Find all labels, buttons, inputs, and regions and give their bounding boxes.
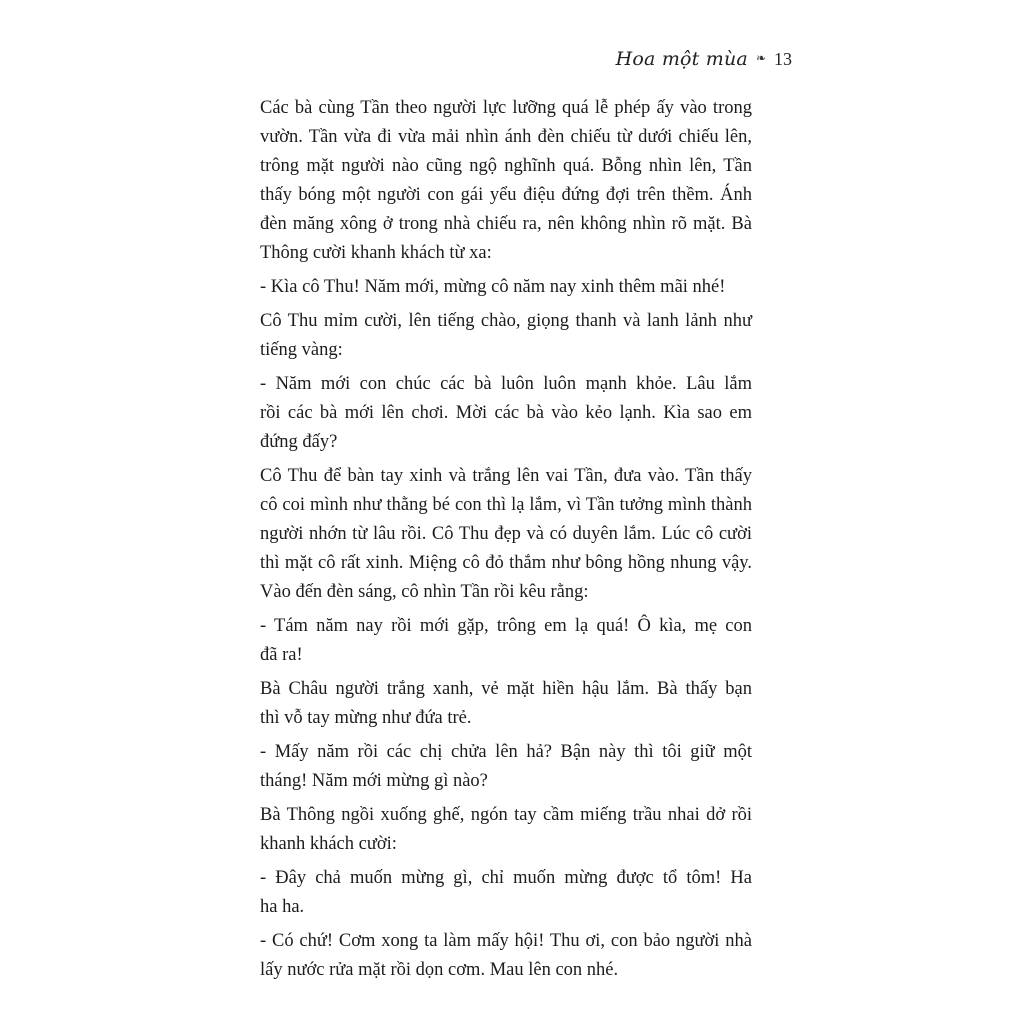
text-line: lấy nước rửa mặt rồi dọn cơm. Mau lên con nhé. [260, 960, 619, 980]
text-line: cô coi mình như thằng bé con thì lạ lắm, vì Tần tưởng mình thành [260, 495, 752, 515]
text-line: khanh khách cười: [260, 834, 397, 854]
text-line: - Có chứ! Cơm xong ta làm mấy hội! Thu ơi, con bảo người nhà [260, 931, 752, 951]
text-line: người nhớn từ lâu rồi. Cô Thu đẹp và có duyên lắm. Lúc cô cười [260, 524, 752, 544]
paragraph [232, 370, 752, 457]
paragraph [232, 738, 752, 796]
paragraph [232, 94, 752, 268]
text-line: Vào đến đèn sáng, cô nhìn Tần rồi kêu rằng: [260, 582, 589, 602]
text-line: - Năm mới con chúc các bà luôn luôn mạnh khỏe. Lâu lắm [260, 374, 752, 394]
body-text [232, 94, 752, 990]
paragraph [232, 927, 752, 985]
text-line: - Tám năm nay rồi mới gặp, trông em lạ quá! Ô kìa, mẹ con [260, 616, 752, 636]
paragraph [232, 864, 752, 922]
text-line: vườn. Tần vừa đi vừa mải nhìn ánh đèn chiếu từ dưới chiếu lên, [260, 127, 752, 147]
paragraph [232, 612, 752, 670]
page-number: 13 [774, 48, 792, 69]
text-line: Cô Thu để bàn tay xinh và trắng lên vai Tần, đưa vào. Tần thấy [260, 466, 752, 486]
text-line: tiếng vàng: [260, 340, 343, 360]
paragraph [232, 273, 752, 302]
text-line: rồi các bà mới lên chơi. Mời các bà vào kẻo lạnh. Kìa sao em [260, 403, 752, 423]
paragraph [232, 675, 752, 733]
text-line: đèn măng xông ở trong nhà chiếu ra, nên không nhìn rõ mặt. Bà [260, 214, 752, 234]
text-line: Cô Thu mỉm cười, lên tiếng chào, giọng thanh và lanh lảnh như [260, 311, 752, 331]
text-line: - Đây chả muốn mừng gì, chỉ muốn mừng được tổ tôm! Ha [260, 868, 752, 888]
text-line: Bà Châu người trắng xanh, vẻ mặt hiền hậu lắm. Bà thấy bạn [260, 679, 752, 699]
text-line: - Kìa cô Thu! Năm mới, mừng cô năm nay xinh thêm mãi nhé! [260, 277, 726, 297]
paragraph [232, 462, 752, 607]
text-line: thì mặt cô rất xinh. Miệng cô đỏ thắm như bông hồng nhung vậy. [260, 553, 752, 573]
ornament-icon: ❧ [755, 50, 766, 65]
text-line: trông mặt người nào cũng ngộ nghĩnh quá. Bỗng nhìn lên, Tần [260, 156, 752, 176]
paragraph [232, 801, 752, 859]
running-title: Hoa một mùa [615, 48, 748, 70]
text-line: đã ra! [260, 645, 303, 665]
text-line: Thông cười khanh khách từ xa: [260, 243, 492, 263]
text-line: ha ha. [260, 897, 305, 917]
text-line: Các bà cùng Tần theo người lực lưỡng quá lễ phép ấy vào trong [260, 98, 752, 118]
text-line: thấy bóng một người con gái yểu điệu đứng đợi trên thềm. Ánh [260, 185, 752, 205]
page-header [616, 48, 792, 70]
text-line: Bà Thông ngồi xuống ghế, ngón tay cầm miếng trầu nhai dở rồi [260, 805, 752, 825]
text-line: tháng! Năm mới mừng gì nào? [260, 771, 488, 791]
text-line: thì vỗ tay mừng như đứa trẻ. [260, 708, 472, 728]
paragraph [232, 307, 752, 365]
text-line: - Mấy năm rồi các chị chửa lên hả? Bận này thì tôi giữ một [260, 742, 752, 762]
text-line: đứng đấy? [260, 432, 338, 452]
